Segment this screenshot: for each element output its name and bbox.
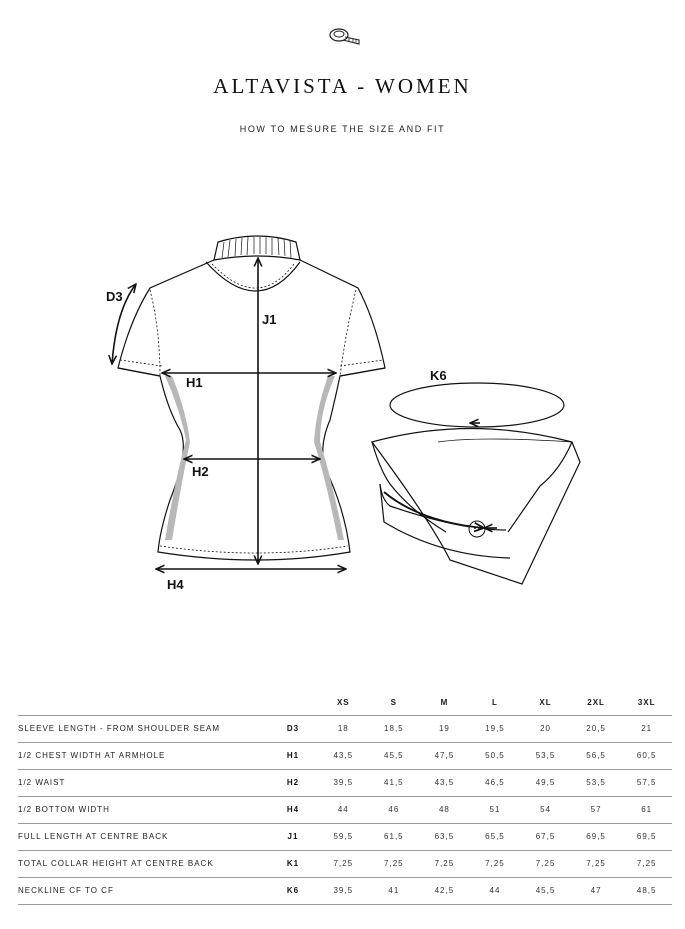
table-row [18,877,672,904]
cell-value: 7,25 [369,850,420,877]
cell-value: 61 [621,796,672,823]
cell-value: 46,5 [470,769,521,796]
cell-value: 57 [571,796,622,823]
label-d3: D3 [106,289,123,304]
cell-value: 39,5 [318,877,369,904]
table-row [18,769,672,796]
table-row [18,742,672,769]
cell-value: 7,25 [621,850,672,877]
row-code: J1 [268,823,318,850]
cell-value: 49,5 [520,769,571,796]
header-blank-code [268,690,318,715]
label-h1: H1 [186,375,203,390]
page-subtitle: HOW TO MESURE THE SIZE AND FIT [239,124,446,134]
cell-value: 42,5 [419,877,470,904]
header-blank [18,690,268,715]
table-header-row [18,690,672,715]
header-size-3xl: 3XL [637,697,656,707]
header-size-l: L [492,697,498,707]
cell-value: 69,5 [621,823,672,850]
cell-value: 47,5 [419,742,470,769]
row-code: K6 [268,877,318,904]
cell-value: 54 [520,796,571,823]
cell-value: 63,5 [419,823,470,850]
cell-value: 7,25 [470,850,521,877]
cell-value: 69,5 [571,823,622,850]
cell-value: 67,5 [520,823,571,850]
cell-value: 44 [318,796,369,823]
header-size-2xl: 2XL [587,697,605,707]
row-label: FULL LENGTH AT CENTRE BACK [18,823,268,850]
cell-value: 60,5 [621,742,672,769]
cell-value: 45,5 [520,877,571,904]
row-label: 1/2 CHEST WIDTH AT ARMHOLE [18,742,268,769]
cell-value: 45,5 [369,742,420,769]
collar-illustration [372,383,580,584]
cell-value: 57,5 [621,769,672,796]
row-code: H4 [268,796,318,823]
cell-value: 21 [621,715,672,742]
cell-value: 65,5 [470,823,521,850]
cell-value: 7,25 [419,850,470,877]
cell-value: 41 [369,877,420,904]
measuring-tape-icon [325,24,363,48]
cell-value: 48,5 [621,877,672,904]
header-size-s: S [390,697,398,707]
size-chart-table [18,690,672,905]
row-label: TOTAL COLLAR HEIGHT AT CENTRE BACK [18,850,268,877]
row-label: NECKLINE CF TO CF [18,877,268,904]
row-code: H1 [268,742,318,769]
cell-value: 39,5 [318,769,369,796]
cell-value: 41,5 [369,769,420,796]
row-code: K1 [268,850,318,877]
cell-value: 46 [369,796,420,823]
label-j1: J1 [262,312,277,327]
header-size-xl: XL [539,697,552,707]
cell-value: 19,5 [470,715,521,742]
table-row [18,715,672,742]
label-k6: K6 [430,368,447,383]
row-label: SLEEVE LENGTH - FROM SHOULDER SEAM [18,715,268,742]
cell-value: 51 [470,796,521,823]
table-row [18,796,672,823]
header-size-m: M [440,697,449,707]
label-h2: H2 [192,464,209,479]
cell-value: 50,5 [470,742,521,769]
cell-value: 47 [571,877,622,904]
row-code: H2 [268,769,318,796]
table-row [18,823,672,850]
cell-value: 20 [520,715,571,742]
measurement-diagram [0,180,685,620]
cell-value: 48 [419,796,470,823]
page-title: ALTAVISTA - WOMEN [213,74,472,98]
cell-value: 20,5 [571,715,622,742]
label-h4: H4 [167,577,184,592]
cell-value: 59,5 [318,823,369,850]
row-label: 1/2 WAIST [18,769,268,796]
row-label: 1/2 BOTTOM WIDTH [18,796,268,823]
cell-value: 56,5 [571,742,622,769]
cell-value: 44 [470,877,521,904]
cell-value: 43,5 [419,769,470,796]
row-code: D3 [268,715,318,742]
cell-value: 19 [419,715,470,742]
table-row [18,850,672,877]
cell-value: 53,5 [571,769,622,796]
cell-value: 53,5 [520,742,571,769]
header-size-xs: XS [336,697,350,707]
cell-value: 7,25 [520,850,571,877]
shirt-illustration [118,236,385,560]
cell-value: 18,5 [369,715,420,742]
cell-value: 61,5 [369,823,420,850]
cell-value: 7,25 [571,850,622,877]
cell-value: 7,25 [318,850,369,877]
cell-value: 43,5 [318,742,369,769]
cell-value: 18 [318,715,369,742]
